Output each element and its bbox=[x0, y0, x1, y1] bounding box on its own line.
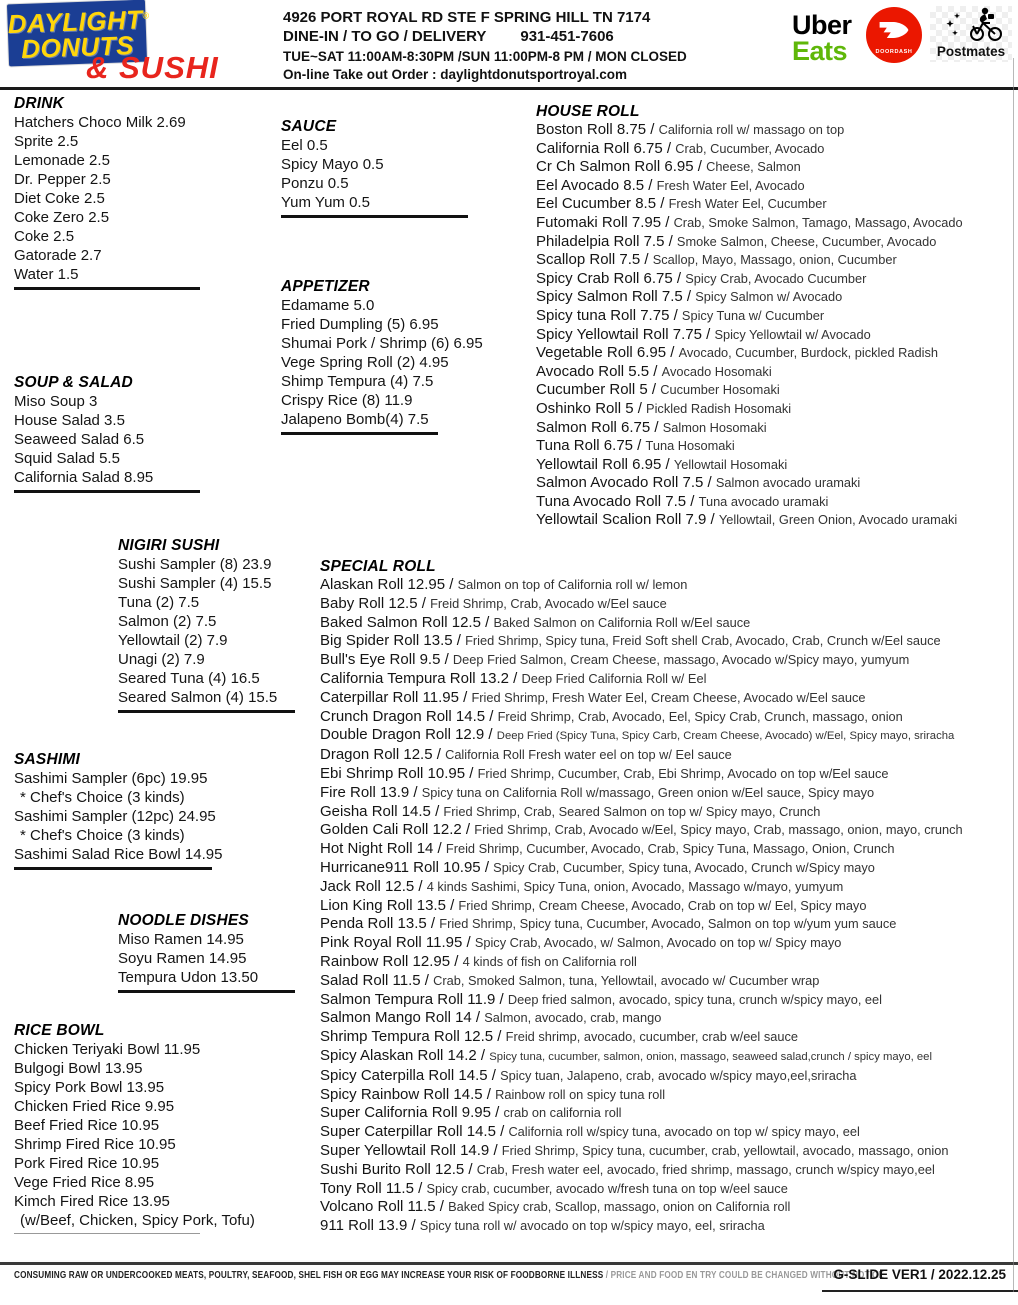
menu-item bbox=[320, 1198, 1018, 1217]
dish-description: Spicy Tuna w/ Cucumber bbox=[681, 307, 825, 323]
menu-item bbox=[536, 307, 1016, 326]
business-hours: TUE~SAT 11:00AM-8:30PM /SUN 11:00PM-8 PM / MON CLOSED bbox=[283, 49, 687, 64]
address-block bbox=[283, 8, 687, 84]
disclaimer-note: / PRICE AND FOOD EN TRY COULD BE CHANGED WITHOUT NOTICE bbox=[605, 1269, 884, 1281]
disclaimer-text: CONSUMING RAW OR UNDERCOOKED MEATS, POULTRY, SEAFOOD, SHEL FISH OR EGG MAY INCREASE YOUR RISK OF FOODBORNE ILLNESS bbox=[14, 1269, 604, 1281]
menu-item bbox=[320, 1086, 1018, 1105]
menu-item bbox=[320, 614, 1018, 633]
section-special-roll bbox=[320, 558, 1018, 1236]
menu-item: Pork Fired Rice 10.95 bbox=[14, 1155, 160, 1172]
dish-name: Futomaki Roll 7.95 / bbox=[536, 213, 674, 231]
dish-description: Spicy tuan, Jalapeno, crab, avocado w/spicy mayo,eel,sriracha bbox=[500, 1067, 857, 1083]
menu-item bbox=[536, 474, 1016, 493]
menu-item bbox=[320, 972, 1018, 991]
dish-description: crab on california roll bbox=[503, 1105, 622, 1121]
menu-item bbox=[320, 1180, 1018, 1199]
dish-description: Fried Shrimp, Cream Cheese, Avocado, Crab on top w/ Eel, Spicy mayo bbox=[458, 897, 867, 913]
footer-divider bbox=[0, 1262, 1018, 1265]
dish-description: Fried Shrimp, Cucumber, Crab, Ebi Shrimp, Avocado on top w/Eel sauce bbox=[477, 765, 889, 781]
dish-name: Ebi Shrimp Roll 10.95 / bbox=[320, 764, 478, 782]
dish-name: Eel Cucumber 8.5 / bbox=[536, 195, 669, 213]
menu-item bbox=[320, 1123, 1018, 1142]
dish-description: Crab, Smoke Salmon, Tamago, Massago, Avocado bbox=[673, 214, 963, 230]
dish-description: Salmon on top of California roll w/ lemon bbox=[457, 577, 688, 592]
dish-description: Fried Shrimp, Spicy tuna, cucumber, crab, yellowtail, avocado, massago, onion bbox=[501, 1142, 949, 1158]
dish-description: Spicy Crab, Cucumber, Spicy tuna, Avocado, Crunch w/Spicy mayo bbox=[493, 859, 875, 875]
online-order-url: On-line Take out Order : daylightdonutsportroyal.com bbox=[283, 67, 628, 82]
menu-item bbox=[320, 1142, 1018, 1161]
section-underline bbox=[281, 432, 438, 435]
menu-item bbox=[536, 233, 1016, 252]
dish-description: Avocado, Cucumber, Burdock, pickled Radish bbox=[678, 345, 939, 361]
menu-item: House Salad 3.5 bbox=[14, 412, 125, 429]
menu-item: Gatorade 2.7 bbox=[14, 247, 102, 264]
dish-name: Tuna Roll 6.75 / bbox=[536, 437, 646, 455]
dish-description: Spicy Crab, Avocado, w/ Salmon, Avocado on top w/ Spicy mayo bbox=[474, 935, 842, 951]
street-address: 4926 PORT ROYAL RD STE F SPRING HILL TN 7174 bbox=[283, 9, 651, 26]
dish-description: California roll w/spicy tuna, avocado on top w/ spicy mayo, eel bbox=[508, 1124, 860, 1140]
service-line bbox=[283, 27, 687, 47]
section-underline bbox=[281, 215, 468, 218]
menu-item bbox=[536, 326, 1016, 345]
dish-name: Shrimp Tempura Roll 12.5 / bbox=[320, 1028, 506, 1046]
menu-item bbox=[536, 270, 1016, 289]
section-title-drink: DRINK bbox=[14, 95, 65, 112]
dish-name: Alaskan Roll 12.95 / bbox=[320, 576, 458, 593]
dish-name: Penda Roll 13.5 / bbox=[320, 915, 440, 933]
disclaimer bbox=[14, 1269, 884, 1281]
dish-name: Dragon Roll 12.5 / bbox=[320, 746, 446, 764]
logo-word-daylight: DAYLIGHT bbox=[7, 4, 144, 40]
dish-name: Yellowtail Scalion Roll 7.9 / bbox=[536, 511, 719, 529]
menu-item: Coke Zero 2.5 bbox=[14, 209, 110, 226]
menu-item: Yellowtail (2) 7.9 bbox=[118, 632, 228, 649]
section-title-sauce: SAUCE bbox=[281, 118, 337, 135]
menu-item: Eel 0.5 bbox=[281, 137, 328, 154]
section-rice-bowl bbox=[14, 1022, 255, 1234]
menu-item: Water 1.5 bbox=[14, 266, 79, 283]
dish-name: Salmon Tempura Roll 11.9 / bbox=[320, 990, 508, 1008]
dish-name: Salad Roll 11.5 / bbox=[320, 971, 434, 989]
dish-name: Spicy Salmon Roll 7.5 / bbox=[536, 288, 696, 306]
section-title-sashimi: SASHIMI bbox=[14, 751, 80, 768]
menu-item bbox=[320, 708, 1018, 727]
menu-item bbox=[320, 1217, 1018, 1236]
menu-item: Tempura Udon 13.50 bbox=[118, 969, 259, 986]
section-title-nigiri-sushi: NIGIRI SUSHI bbox=[118, 537, 220, 554]
dish-description: Crab, Smoked Salmon, tuna, Yellowtail, avocado w/ Cucumber wrap bbox=[433, 972, 820, 988]
menu-item bbox=[320, 746, 1018, 765]
dish-description: Spicy tuna, cucumber, salmon, onion, massago, seaweed salad,crunch / spicy mayo, eel bbox=[489, 1050, 932, 1063]
menu-item: Hatchers Choco Milk 2.69 bbox=[14, 114, 186, 131]
menu-item bbox=[320, 878, 1018, 897]
menu-item bbox=[320, 915, 1018, 934]
dish-description: Yellowtail Hosomaki bbox=[673, 456, 788, 472]
dish-name: Spicy Rainbow Roll 14.5 / bbox=[320, 1085, 496, 1103]
dish-name: Lion King Roll 13.5 / bbox=[320, 896, 459, 914]
menu-item: Unagi (2) 7.9 bbox=[118, 651, 205, 668]
menu-item bbox=[320, 821, 1018, 840]
uber-eats-logo bbox=[792, 12, 852, 64]
menu-item bbox=[320, 670, 1018, 689]
dish-name: Spicy Crab Roll 6.75 / bbox=[536, 269, 686, 287]
menu-item bbox=[536, 214, 1016, 233]
phone-number: 931-451-7606 bbox=[520, 28, 614, 45]
section-house-roll bbox=[536, 103, 1016, 530]
menu-item bbox=[320, 991, 1018, 1010]
menu-item bbox=[320, 1161, 1018, 1180]
dish-description: Fried Shrimp, Crab, Avocado w/Eel, Spicy mayo, Crab, massago, onion, mayo, crunch bbox=[474, 822, 963, 838]
postmates-wordmark: Postmates bbox=[936, 44, 1006, 59]
menu-item: Dr. Pepper 2.5 bbox=[14, 171, 111, 188]
menu-item bbox=[320, 595, 1018, 614]
section-title-soup-and-salad: SOUP & SALAD bbox=[14, 374, 133, 391]
dish-description: Tuna avocado uramaki bbox=[698, 493, 829, 509]
menu-item: * Chef's Choice (3 kinds) bbox=[20, 789, 185, 806]
menu-item bbox=[536, 158, 1016, 177]
menu-item: Fried Dumpling (5) 6.95 bbox=[281, 316, 439, 333]
dish-name: Baby Roll 12.5 / bbox=[320, 594, 431, 612]
menu-item: Lemonade 2.5 bbox=[14, 152, 110, 169]
registered-mark: ® bbox=[142, 10, 150, 21]
dish-description: Fried Shrimp, Fresh Water Eel, Cream Cheese, Avocado w/Eel sauce bbox=[471, 689, 866, 705]
menu-item: Shimp Tempura (4) 7.5 bbox=[281, 373, 434, 390]
dish-description: Spicy tuna on California Roll w/massago, Green onion w/Eel sauce, Spicy mayo bbox=[421, 784, 875, 800]
dish-description: Crab, Fresh water eel, avocado, fried shrimp, massago, crunch w/spicy mayo,eel bbox=[476, 1161, 935, 1177]
postmates-logo bbox=[930, 6, 1012, 62]
dish-name: Salmon Roll 6.75 / bbox=[536, 418, 663, 436]
menu-item bbox=[320, 1009, 1018, 1028]
dish-description: Spicy tuna roll w/ avocado on top w/spicy mayo, eel, sriracha bbox=[419, 1218, 765, 1234]
dish-description: Cucumber Hosomaki bbox=[660, 382, 780, 398]
dish-name: Caterpillar Roll 11.95 / bbox=[320, 688, 472, 706]
menu-item bbox=[320, 1067, 1018, 1086]
dish-name: Super Caterpillar Roll 14.5 / bbox=[320, 1123, 509, 1141]
dish-name: Tuna Avocado Roll 7.5 / bbox=[536, 492, 699, 510]
dish-name: Hot Night Roll 14 / bbox=[320, 840, 446, 858]
dish-name: Philadelpia Roll 7.5 / bbox=[536, 232, 677, 250]
menu-item: Kimch Fired Rice 13.95 bbox=[14, 1193, 170, 1210]
menu-item: Sprite 2.5 bbox=[14, 133, 79, 150]
menu-item bbox=[320, 689, 1018, 708]
menu-item bbox=[536, 419, 1016, 438]
dish-name: Scallop Roll 7.5 / bbox=[536, 251, 653, 269]
dish-name: Cucumber Roll 5 / bbox=[536, 381, 661, 399]
menu-item: Seared Tuna (4) 16.5 bbox=[118, 670, 260, 687]
menu-item: Shumai Pork / Shrimp (6) 6.95 bbox=[281, 335, 483, 352]
dish-name: Super California Roll 9.95 / bbox=[320, 1104, 504, 1122]
menu-item: California Salad 8.95 bbox=[14, 469, 154, 486]
menu-item bbox=[320, 1104, 1018, 1123]
menu-item: Seaweed Salad 6.5 bbox=[14, 431, 145, 448]
dish-description: 4 kinds of fish on California roll bbox=[462, 953, 637, 969]
dish-description: Rainbow roll on spicy tuna roll bbox=[495, 1086, 666, 1102]
menu-item: Jalapeno Bomb(4) 7.5 bbox=[281, 411, 429, 428]
dish-description: Yellowtail, Green Onion, Avocado uramaki bbox=[718, 512, 958, 528]
dish-description: 4 kinds Sashimi, Spicy Tuna, onion, Avocado, Massago w/mayo, yumyum bbox=[426, 878, 844, 894]
section-title-noodle-dishes: NOODLE DISHES bbox=[118, 912, 249, 929]
dish-name: Rainbow Roll 12.95 / bbox=[320, 952, 463, 970]
dish-name: Big Spider Roll 13.5 / bbox=[320, 632, 466, 650]
section-sauce bbox=[281, 118, 471, 218]
dish-description: Deep Fried (Spicy Tuna, Spicy Carb, Cream Cheese, Avocado) w/Eel, Spicy mayo, sriracha bbox=[496, 730, 955, 743]
menu-item bbox=[320, 1028, 1018, 1047]
section-sashimi bbox=[14, 751, 224, 870]
menu-item: Sashimi Sampler (6pc) 19.95 bbox=[14, 770, 208, 787]
dish-description: Fresh Water Eel, Avocado bbox=[656, 177, 805, 193]
dish-description: Spicy Yellowtail w/ Avocado bbox=[714, 326, 871, 342]
dish-description: Smoke Salmon, Cheese, Cucumber, Avocado bbox=[676, 233, 937, 249]
menu-item bbox=[536, 456, 1016, 475]
dish-name: Golden Cali Roll 12.2 / bbox=[320, 821, 475, 839]
dish-description: Pickled Radish Hosomaki bbox=[646, 400, 792, 416]
page-edge-line bbox=[1013, 58, 1014, 1292]
dish-description: Baked Salmon on California Roll w/Eel sauce bbox=[493, 614, 751, 630]
menu-item bbox=[536, 363, 1016, 382]
menu-item: Sashimi Sampler (12pc) 24.95 bbox=[14, 808, 216, 825]
menu-item bbox=[320, 934, 1018, 953]
section-underline bbox=[14, 1233, 200, 1234]
menu-item bbox=[536, 140, 1016, 159]
section-title-rice-bowl: RICE BOWL bbox=[14, 1022, 105, 1039]
dish-description: Tuna Hosomaki bbox=[645, 438, 735, 454]
dish-description: California Roll Fresh water eel on top w/ Eel sauce bbox=[445, 747, 732, 763]
section-nigiri-sushi bbox=[118, 537, 318, 713]
menu-item: Vege Fried Rice 8.95 bbox=[14, 1174, 155, 1191]
menu-item: Soyu Ramen 14.95 bbox=[118, 950, 247, 967]
dish-name: Pink Royal Roll 11.95 / bbox=[320, 934, 475, 952]
dish-description: Fried Shrimp, Crab, Seared Salmon on top w/ Spicy mayo, Crunch bbox=[443, 803, 821, 819]
menu-item bbox=[320, 803, 1018, 822]
dish-name: Tony Roll 11.5 / bbox=[320, 1179, 427, 1197]
dish-name: Vegetable Roll 6.95 / bbox=[536, 344, 679, 362]
section-appetizer bbox=[281, 278, 483, 435]
menu-item: Diet Coke 2.5 bbox=[14, 190, 105, 207]
menu-item bbox=[320, 632, 1018, 651]
menu-item bbox=[320, 859, 1018, 878]
dish-name: Spicy tuna Roll 7.75 / bbox=[536, 306, 682, 324]
dish-description: Spicy crab, cucumber, avocado w/fresh tuna on top w/eel sauce bbox=[426, 1180, 788, 1196]
dish-description: Freid shrimp, avocado, cucumber, crab w/eel sauce bbox=[505, 1029, 798, 1045]
service-options: DINE-IN / TO GO / DELIVERY bbox=[283, 28, 487, 45]
menu-item: Spicy Mayo 0.5 bbox=[281, 156, 384, 173]
menu-item: Coke 2.5 bbox=[14, 228, 75, 245]
dish-name: California Roll 6.75 / bbox=[536, 139, 676, 157]
menu-item bbox=[320, 651, 1018, 670]
dish-name: Bull's Eye Roll 9.5 / bbox=[320, 651, 453, 669]
menu-item bbox=[320, 953, 1018, 972]
dish-name: Salmon Mango Roll 14 / bbox=[320, 1009, 485, 1027]
section-underline bbox=[118, 710, 295, 713]
dish-description: Deep fried salmon, avocado, spicy tuna, crunch w/spicy mayo, eel bbox=[507, 991, 883, 1007]
logo-word-donuts: DONUTS bbox=[20, 29, 135, 64]
dish-name: Double Dragon Roll 12.9 / bbox=[320, 726, 497, 744]
menu-item: Salmon (2) 7.5 bbox=[118, 613, 217, 630]
dish-name: Hurricane911 Roll 10.95 / bbox=[320, 858, 494, 876]
menu-item: Chicken Teriyaki Bowl 11.95 bbox=[14, 1041, 201, 1058]
dish-description: Freid Shrimp, Crab, Avocado w/Eel sauce bbox=[430, 595, 667, 611]
dish-description: Deep Fried California Roll w/ Eel bbox=[521, 670, 707, 686]
dish-name: Spicy Caterpilla Roll 14.5 / bbox=[320, 1066, 501, 1084]
dish-name: Salmon Avocado Roll 7.5 / bbox=[536, 474, 716, 492]
dish-name: Avocado Roll 5.5 / bbox=[536, 362, 662, 380]
dish-name: Crunch Dragon Roll 14.5 / bbox=[320, 707, 498, 725]
dish-description: Salmon Hosomaki bbox=[662, 419, 767, 435]
dish-name: Fire Roll 13.9 / bbox=[320, 783, 422, 801]
menu-item bbox=[536, 288, 1016, 307]
dish-name: Sushi Burito Roll 12.5 / bbox=[320, 1160, 477, 1178]
menu-item bbox=[536, 344, 1016, 363]
menu-item: Vege Spring Roll (2) 4.95 bbox=[281, 354, 449, 371]
dish-name: Spicy Yellowtail Roll 7.75 / bbox=[536, 325, 715, 343]
dish-description: Scallop, Mayo, Massago, onion, Cucumber bbox=[652, 252, 897, 268]
dish-description: California roll w/ massago on top bbox=[658, 122, 845, 137]
section-soup-and-salad bbox=[14, 374, 214, 493]
dish-name: Cr Ch Salmon Roll 6.95 / bbox=[536, 158, 707, 176]
menu-item bbox=[536, 177, 1016, 196]
dish-description: Salmon, avocado, crab, mango bbox=[484, 1010, 662, 1026]
doordash-wordmark: DOORDASH bbox=[875, 49, 913, 55]
section-underline bbox=[14, 490, 200, 493]
dish-name: Boston Roll 8.75 / bbox=[536, 121, 659, 138]
dish-name: Geisha Roll 14.5 / bbox=[320, 802, 444, 820]
menu-item: Crispy Rice (8) 11.9 bbox=[281, 392, 413, 409]
courier-bike-icon bbox=[940, 6, 1002, 42]
menu-item bbox=[536, 511, 1016, 530]
menu-item: (w/Beef, Chicken, Spicy Pork, Tofu) bbox=[20, 1212, 255, 1229]
dish-name: Baked Salmon Roll 12.5 / bbox=[320, 613, 494, 631]
menu-item: Miso Soup 3 bbox=[14, 393, 98, 410]
menu-item bbox=[320, 784, 1018, 803]
dish-name: Oshinko Roll 5 / bbox=[536, 399, 647, 417]
section-underline bbox=[118, 990, 295, 993]
menu-item: Squid Salad 5.5 bbox=[14, 450, 120, 467]
doordash-logo bbox=[866, 7, 922, 63]
menu-item bbox=[536, 195, 1016, 214]
section-title-appetizer: APPETIZER bbox=[281, 278, 370, 295]
menu-item: Tuna (2) 7.5 bbox=[118, 594, 200, 611]
menu-item: Edamame 5.0 bbox=[281, 297, 375, 314]
dish-name: Yellowtail Roll 6.95 / bbox=[536, 455, 674, 473]
uber-wordmark: Uber bbox=[792, 10, 852, 40]
menu-item: Sushi Sampler (8) 23.9 bbox=[118, 556, 272, 573]
dish-description: Spicy Salmon w/ Avocado bbox=[695, 289, 843, 305]
section-title-house-roll: HOUSE ROLL bbox=[536, 103, 640, 120]
section-drink bbox=[14, 95, 214, 290]
menu-item bbox=[536, 121, 1016, 140]
section-title-special-roll: SPECIAL ROLL bbox=[320, 558, 436, 575]
section-underline bbox=[14, 867, 212, 870]
menu-item bbox=[536, 251, 1016, 270]
menu-item bbox=[320, 726, 1018, 746]
menu-item: Sashimi Salad Rice Bowl 14.95 bbox=[14, 846, 223, 863]
menu-item bbox=[536, 400, 1016, 419]
menu-item bbox=[536, 437, 1016, 456]
menu-item: Miso Ramen 14.95 bbox=[118, 931, 244, 948]
dish-name: Spicy Alaskan Roll 14.2 / bbox=[320, 1046, 490, 1064]
header-divider bbox=[0, 87, 1018, 90]
dish-description: Avocado Hosomaki bbox=[661, 363, 772, 379]
menu-item bbox=[320, 576, 1018, 595]
dish-description: Freid Shrimp, Crab, Avocado, Eel, Spicy Crab, Crunch, massago, onion bbox=[497, 708, 903, 724]
sushi-tagline: & SUSHI bbox=[86, 50, 219, 85]
menu-item: Chicken Fried Rice 9.95 bbox=[14, 1098, 175, 1115]
menu-item bbox=[536, 493, 1016, 512]
menu-item bbox=[320, 897, 1018, 916]
dish-description: Freid Shrimp, Cucumber, Avocado, Crab, Spicy Tuna, Massago, Onion, Crunch bbox=[445, 841, 895, 857]
menu-item: Seared Salmon (4) 15.5 bbox=[118, 689, 278, 706]
dish-name: Volcano Roll 11.5 / bbox=[320, 1198, 449, 1216]
version-underline bbox=[822, 1290, 1018, 1292]
section-noodle-dishes bbox=[118, 912, 308, 993]
dish-description: Baked Spicy crab, Scallop, massago, onion on California roll bbox=[448, 1199, 791, 1215]
menu-item: Ponzu 0.5 bbox=[281, 175, 349, 192]
dish-description: Crab, Cucumber, Avocado bbox=[675, 140, 825, 156]
dish-description: Spicy Crab, Avocado Cucumber bbox=[685, 270, 867, 286]
menu-item bbox=[320, 840, 1018, 859]
menu-item: Spicy Pork Bowl 13.95 bbox=[14, 1079, 165, 1096]
menu-item: Sushi Sampler (4) 15.5 bbox=[118, 575, 272, 592]
dish-description: Fresh Water Eel, Cucumber bbox=[668, 196, 827, 212]
menu-item: Bulgogi Bowl 13.95 bbox=[14, 1060, 143, 1077]
menu-item bbox=[536, 381, 1016, 400]
dish-description: Salmon avocado uramaki bbox=[715, 475, 861, 491]
dish-name: Eel Avocado 8.5 / bbox=[536, 176, 657, 194]
dish-name: California Tempura Roll 13.2 / bbox=[320, 669, 522, 687]
section-underline bbox=[14, 287, 200, 290]
menu-item: Beef Fried Rice 10.95 bbox=[14, 1117, 160, 1134]
dish-name: Super Yellowtail Roll 14.9 / bbox=[320, 1141, 502, 1159]
menu-item bbox=[320, 1047, 1018, 1067]
dish-description: Fried Shrimp, Spicy tuna, Freid Soft shell Crab, Avocado, Crab, Crunch w/Eel sauce bbox=[465, 633, 941, 649]
dish-description: Fried Shrimp, Spicy tuna, Cucumber, Avocado, Salmon on top w/yum yum sauce bbox=[439, 916, 897, 932]
menu-item bbox=[320, 765, 1018, 784]
eats-wordmark: Eats bbox=[792, 36, 848, 66]
doordash-d-icon bbox=[878, 20, 910, 40]
dish-name: Jack Roll 12.5 / bbox=[320, 877, 427, 895]
menu-version: G-SLIDE VER1 / 2022.12.25 bbox=[833, 1267, 1006, 1282]
menu-item: Yum Yum 0.5 bbox=[281, 194, 370, 211]
menu-item: Shrimp Fired Rice 10.95 bbox=[14, 1136, 176, 1153]
dish-description: Deep Fried Salmon, Cream Cheese, massago, Avocado w/Spicy mayo, yumyum bbox=[452, 652, 910, 668]
dish-name: 911 Roll 13.9 / bbox=[320, 1217, 420, 1235]
dish-description: Cheese, Salmon bbox=[706, 159, 801, 175]
menu-item: * Chef's Choice (3 kinds) bbox=[20, 827, 185, 844]
